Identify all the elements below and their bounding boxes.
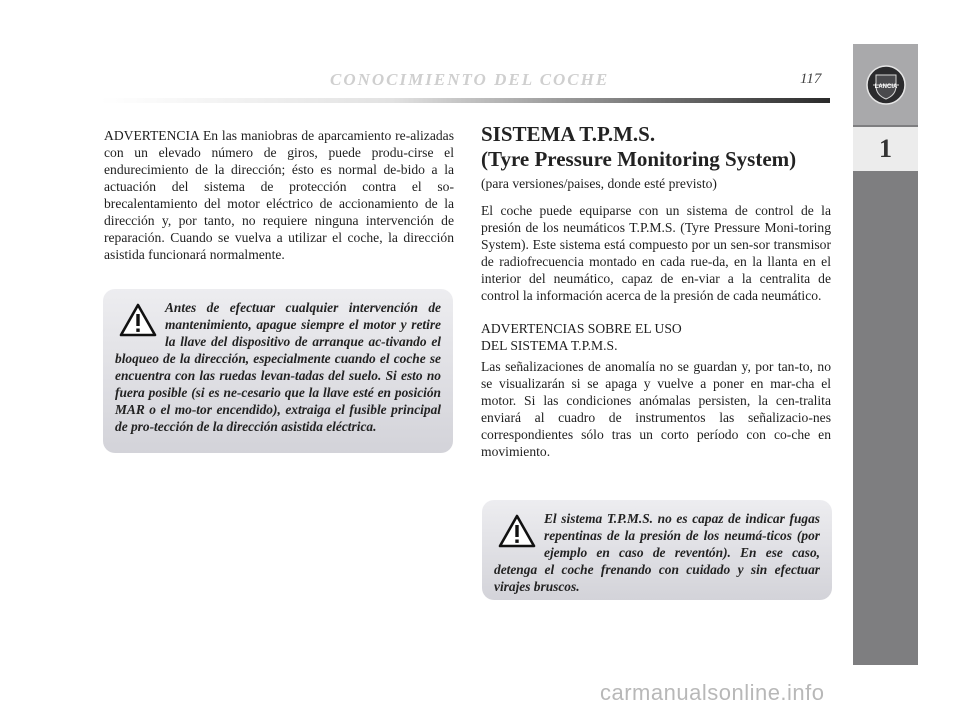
warning-triangle-icon xyxy=(119,303,157,337)
tpms-usage-paragraph: Las señalizaciones de anomalía no se guardan y, por tan-to, no se visualizarán si se apaga y vuelve a poner en mar-cha el motor. Si las condiciones anómalas persisten, la cen-tralita enviará al cuadro de instrumentos las señalizacio-nes correspondientes sólo tras un corto período con co-che en movimiento. xyxy=(481,359,831,459)
tpms-title-line2: (Tyre Pressure Monitoring System) xyxy=(481,147,797,171)
warning-triangle-icon xyxy=(498,514,536,548)
watermark: carmanualsonline.info xyxy=(600,680,825,705)
tpms-usage-heading-line2: DEL SISTEMA T.P.M.S. xyxy=(481,338,618,353)
tpms-warning-text: El sistema T.P.M.S. no es capaz de indicar fugas repentinas de la presión de los neumá-ticos (por ejemplo en caso de reventón). En ese caso, detenga el coche frenando con cuidado y sin efectuar virajes bruscos. xyxy=(494,511,820,594)
tpms-description-paragraph: El coche puede equiparse con un sistema de control de la presión de los neumáticos T.P.M.S. (Tyre Pressure Moni-toring System). Este sistema está compuesto por un sen-sor transmisor de radiofrecuencia montado en cada rue-da, en la llanta en el interior del neumático, capaz de en-viar a la centralita de control la información acerca de la presión de cada neumático. xyxy=(481,203,831,303)
chapter-number: 1 xyxy=(853,127,918,171)
lancia-shield-icon xyxy=(865,64,907,106)
right-column xyxy=(481,122,831,460)
running-header-title: CONOCIMIENTO DEL COCHE xyxy=(330,70,610,89)
tpms-subtitle: (para versiones/paises, donde esté previsto) xyxy=(481,176,717,191)
maintenance-warning-box xyxy=(103,289,453,453)
tpms-title-line1: SISTEMA T.P.M.S. xyxy=(481,122,656,146)
logo-text: LANCIA xyxy=(874,83,897,90)
header-rule xyxy=(100,98,830,103)
left-column xyxy=(104,127,454,263)
maintenance-warning-text: Antes de efectuar cualquier intervención de mantenimiento, apague siempre el motor y retire la llave del dispositivo de arranque ac-tivando el bloqueo de la dirección, especialmente cuando el coche se encuentra con las ruedas levan-tadas del suelo. Si esto no fuera posible (si es ne-cesario que la llave esté en posición MAR o el mo-tor encendido), extraiga el fusible principal de pro-tección de la dirección asistida eléctrica. xyxy=(115,300,441,434)
steering-advertencia-paragraph: ADVERTENCIA En las maniobras de aparcamiento re-alizadas con un elevado número de giros, puede produ-cirse el endurecimiento de la dirección; ésto es normal de-bido a la actuación del sistema de protección contra el so-brecalentamiento del motor eléctrico de accionamiento de la dirección y, por tanto, no requiere ninguna intervención de reparación. Cuando se vuelva a utilizar el coche, la dirección asistida funcionará normalmente. xyxy=(104,128,454,262)
tpms-usage-heading-line1: ADVERTENCIAS SOBRE EL USO xyxy=(481,321,682,336)
tpms-warning-box xyxy=(482,500,832,600)
brand-logo-box xyxy=(853,44,918,125)
page-number: 117 xyxy=(800,71,822,87)
tpms-usage-heading xyxy=(481,320,831,354)
